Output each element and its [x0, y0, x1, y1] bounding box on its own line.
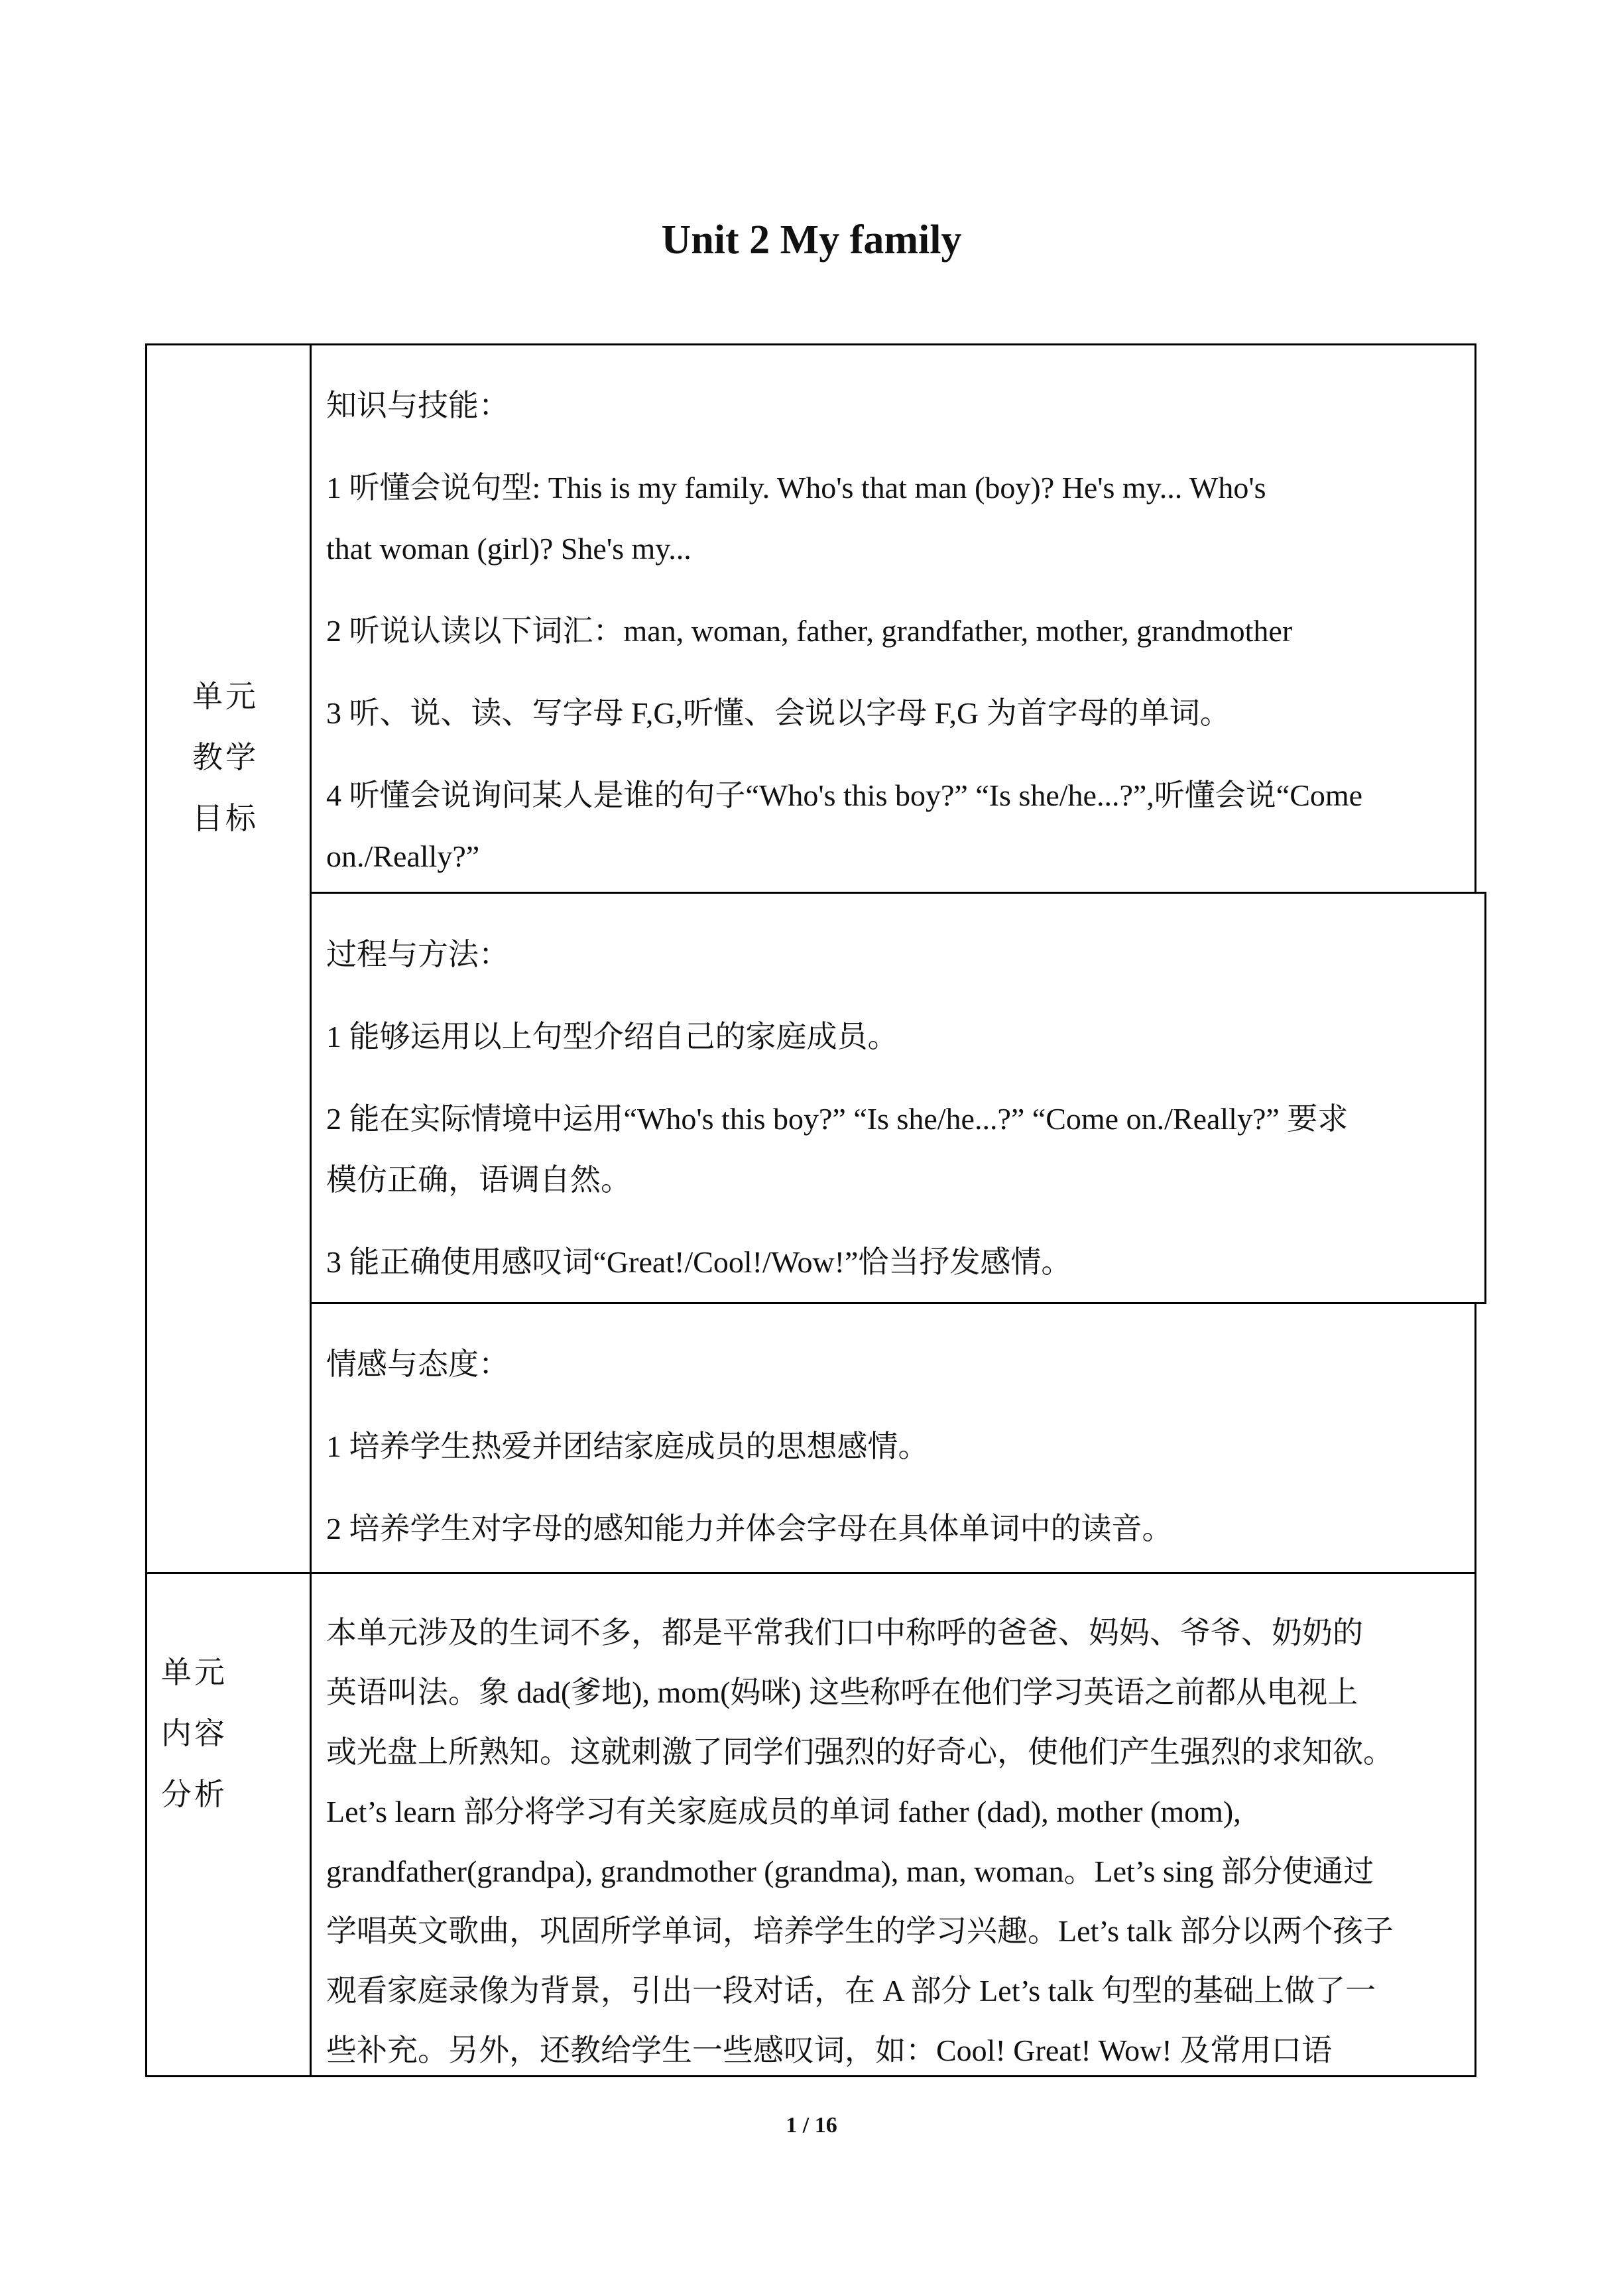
attitude-item-1: 1 培养学生热爱并团结家庭成员的思想感情。 — [326, 1429, 929, 1463]
analysis-line-8: 些补充。另外，还教给学生一些感叹词，如：Cool! Great! Wow! 及常用口语 — [326, 2033, 1333, 2067]
knowledge-item-4-line-2: on./Really?” — [326, 839, 480, 873]
knowledge-heading: 知识与技能： — [326, 389, 509, 422]
analysis-section — [326, 1603, 1480, 2081]
goals-label-line-3: 目标 — [192, 800, 259, 836]
knowledge-item-1-line-2: that woman (girl)? She's my... — [326, 532, 691, 566]
attitude-section — [326, 1334, 1480, 1559]
goals-label-line-2: 教学 — [192, 739, 259, 775]
process-item-2-line-2: 模仿正确，语调自然。 — [326, 1163, 631, 1197]
process-item-1: 1 能够运用以上句型介绍自己的家庭成员。 — [326, 1020, 898, 1054]
analysis-line-7: 观看家庭录像为背景，引出一段对话，在 A 部分 Let’s talk 句型的基础上做了一 — [326, 1974, 1376, 2008]
analysis-line-6: 学唱英文歌曲，巩固所学单词，培养学生的学习兴趣。Let’s talk 部分以两个孩子 — [326, 1914, 1394, 1948]
process-item-2-line-1: 2 能在实际情境中运用“Who's this boy?” “Is she/he...?” “Come on./Really?” 要求 — [326, 1102, 1349, 1136]
knowledge-item-2: 2 听说认读以下词汇：man, woman, father, grandfather, mother, grandmother — [326, 614, 1293, 648]
analysis-line-5: grandfather(grandpa), grandmother (grandma), man, woman。Let’s sing 部分使通过 — [326, 1854, 1374, 1888]
knowledge-item-3: 3 听、说、读、写字母 F,G,听懂、会说以字母 F,G 为首字母的单词。 — [326, 696, 1231, 730]
analysis-label-line-1: 单元 — [161, 1654, 227, 1690]
analysis-row-label — [161, 1642, 267, 1825]
process-heading: 过程与方法： — [326, 937, 509, 971]
attitude-heading: 情感与态度： — [326, 1347, 509, 1381]
knowledge-item-1-line-1: 1 听懂会说句型: This is my family. Who's that man (boy)? He's my... Who's — [326, 471, 1266, 505]
analysis-label-line-3: 分析 — [161, 1776, 227, 1812]
analysis-label-line-2: 内容 — [161, 1715, 227, 1751]
goals-label-cell — [145, 343, 312, 1574]
process-item-3: 3 能正确使用感叹词“Great!/Cool!/Wow!”恰当抒发感情。 — [326, 1245, 1072, 1279]
analysis-line-2: 英语叫法。象 dad(爹地), mom(妈咪) 这些称呼在他们学习英语之前都从电视上 — [326, 1675, 1358, 1709]
knowledge-item-4-line-1: 4 听懂会说询问某人是谁的句子“Who's this boy?” “Is she/he...?”,听懂会说“Come — [326, 778, 1363, 812]
knowledge-section — [326, 375, 1480, 887]
analysis-line-4: Let’s learn 部分将学习有关家庭成员的单词 father (dad), mother (mom), — [326, 1795, 1241, 1829]
page-indicator: 1 / 16 — [786, 2113, 837, 2138]
analysis-line-3: 或光盘上所熟知。这就刺激了同学们强烈的好奇心，使他们产生强烈的求知欲。 — [326, 1735, 1394, 1769]
goals-label-line-1: 单元 — [192, 678, 259, 714]
process-section — [326, 924, 1480, 1293]
document-title: Unit 2 My family — [661, 217, 962, 263]
goals-row-label — [192, 666, 298, 849]
attitude-item-2: 2 培养学生对字母的感知能力并体会字母在具体单词中的读音。 — [326, 1512, 1173, 1545]
analysis-line-1: 本单元涉及的生词不多，都是平常我们口中称呼的爸爸、妈妈、爷爷、奶奶的 — [326, 1616, 1363, 1650]
